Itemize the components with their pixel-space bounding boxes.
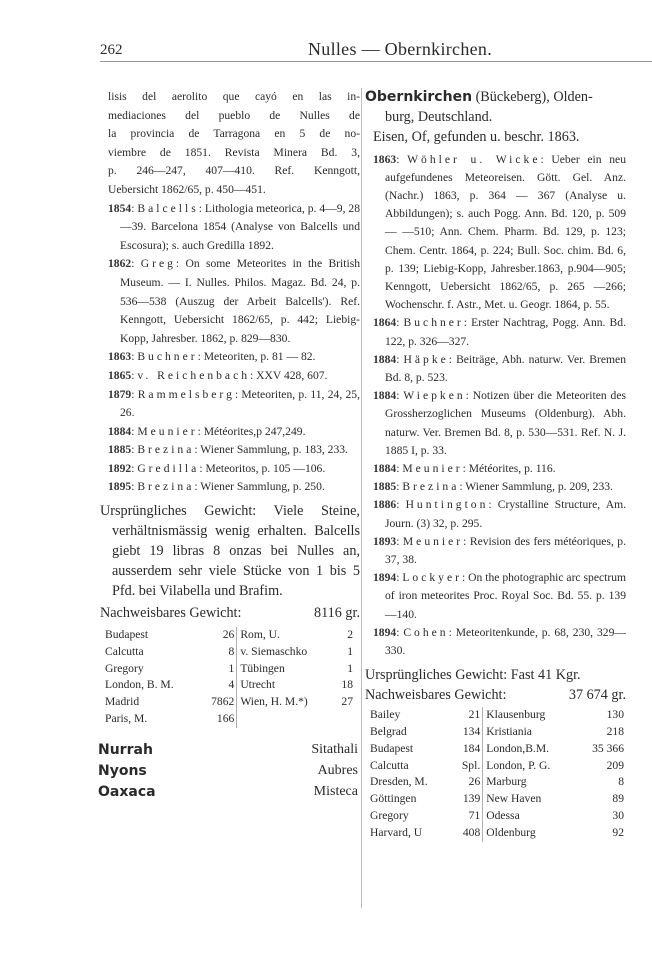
continuation-text: [108, 88, 360, 200]
collection-name: New Haven: [483, 791, 578, 808]
reference-entry: 1884: Meunier: Météorites, p. 116.: [373, 461, 556, 475]
meteorite-title: Obernkirchen: [365, 89, 473, 105]
collection-weight: 184: [462, 741, 481, 755]
collection-name: Harvard, U: [370, 825, 423, 839]
collection-weight: 4: [228, 678, 235, 692]
collection-weight: 139: [462, 792, 481, 806]
collection-row: [103, 694, 355, 711]
collection-name: London,B.M.: [483, 741, 578, 758]
reference-author: Cohen: [403, 625, 449, 639]
collection-weight: 1: [228, 661, 235, 675]
collection-weight: 7862: [211, 695, 235, 709]
reference-year: 1892: [108, 461, 132, 475]
collection-weight: 35 366: [592, 741, 624, 755]
verifiable-weight-value: 37 674 gr.: [568, 687, 626, 704]
running-title: Nulles — Obernkirchen.: [307, 39, 493, 59]
cross-reference: [98, 782, 358, 803]
reference-entry: 1895: Brezina: Wiener Sammlung, p. 250.: [108, 480, 325, 494]
collection-name: Oldenburg: [483, 825, 578, 842]
collection-weight: [334, 711, 355, 728]
reference-entry: 1886: Huntington: Crystalline Structure, Am. Journ. (3) 32, p. 295.: [373, 498, 626, 530]
collection-row: [368, 808, 626, 825]
collections-table: [368, 707, 626, 841]
cross-reference-name: Nyons: [98, 763, 147, 780]
collection-name: Klausenburg: [483, 707, 578, 724]
collection-weight: 8: [618, 775, 624, 789]
reference-year: 1893: [373, 534, 397, 548]
reference-year: 1895: [108, 480, 132, 494]
reference-text: Notizen über die Meteoriten des Grossherzoglichen Museums (Oldenburg). Abh. naturw. Ver. Bremen Bd. 8, p. 530—531. Ref. N. J. 1885 I, p. 33.: [385, 389, 626, 457]
reference-author: Brezina: [137, 443, 195, 457]
reference-author: Gredilla: [137, 461, 200, 475]
collection-weight: 30: [612, 808, 624, 822]
reference-text: Ueber ein neu aufgefundenes Meteoreisen. Gött. Gel. Anz. (Nachr.) 1863, p. 364 — 367 (Analyse u. Abbildungen); s. auch Pogg. Ann. Bd. 120, p. 509— —510; Ann. Chem. Pharm. Bd. 129, p. 123; Chem. Centr. 1864, p. 224; Bull. Soc. chim. Bd. 6, p. 139; Liebig-Kopp, Jahresber.1863, p.904—905; Kenngott, Uebersicht 1862/65, p. 265 —266; Wochenschr. f. Astr., Met. u. Geogr. 1864, p. 55.: [385, 152, 626, 312]
column-divider: [361, 88, 362, 908]
nulles-references: [108, 200, 360, 498]
reference-author: Greg: [140, 257, 176, 271]
collection-row: [368, 741, 626, 758]
cross-reference-target: Aubres: [317, 763, 358, 779]
original-weight: [100, 501, 360, 601]
nulles-continuation: [108, 88, 360, 200]
left-column: [98, 88, 361, 803]
reference-year: 1862: [108, 257, 132, 271]
collection-weight: 218: [606, 724, 624, 738]
original-weight-text: Fast 41 Kgr.: [510, 667, 581, 684]
collection-row: [368, 707, 626, 724]
collections-table: [103, 627, 355, 728]
verifiable-weight: [100, 603, 360, 623]
reference-text: Meteoritenkunde, p. 68, 230, 329—330.: [385, 625, 626, 657]
collection-name: v. Siemaschko: [237, 644, 334, 661]
collection-row: [368, 758, 626, 775]
obernkirchen-references: [373, 151, 626, 661]
collection-weight: 134: [462, 724, 481, 738]
reference-text: Météorites,p 247,249.: [203, 424, 306, 438]
reference-author: Rammelsberg: [137, 387, 235, 401]
reference-text: Meteoriten, p. 11, 24, 25, 26.: [120, 387, 360, 420]
reference-text: Meteoriten, p. 81 — 82.: [203, 350, 316, 364]
collection-weight: 26: [222, 628, 235, 642]
reference-author: Wöhler u. Wicke: [407, 152, 541, 166]
reference-text: Météorites, p. 116.: [468, 461, 556, 475]
reference-year: 1885: [373, 480, 397, 494]
collection-name: Utrecht: [237, 677, 334, 694]
collection-weight: 8: [228, 644, 235, 658]
reference-author: Buchner: [403, 316, 464, 330]
reference-author: v. Reichenbach: [137, 368, 251, 382]
verifiable-weight-value: 8116 gr.: [314, 605, 360, 622]
header-rule: [100, 61, 652, 62]
reference-year: 1894: [373, 571, 397, 585]
collection-name: Belgrad: [370, 724, 407, 738]
reference-text: Beiträge, Abh. naturw. Ver. Bremen Bd. 8, p. 523.: [385, 352, 626, 384]
reference-author: Brezina: [137, 480, 195, 494]
collection-name: Budapest: [370, 741, 414, 755]
collection-name: Marburg: [483, 774, 578, 791]
reference-year: 1854: [108, 201, 132, 215]
collection-name: London, P. G.: [483, 758, 578, 775]
collection-row: [368, 791, 626, 808]
reference-author: Huntington: [405, 498, 489, 512]
reference-year: 1865: [108, 368, 132, 382]
collection-row: [368, 825, 626, 842]
reference-author: Balcells: [137, 201, 199, 215]
verifiable-weight-label: Nachweisbares Gewicht:: [365, 687, 507, 704]
reference-author: Meunier: [137, 424, 198, 438]
reference-entry: 1885: Brezina: Wiener Sammlung, p. 209, 233.: [373, 480, 613, 494]
collection-weight: 18: [341, 678, 353, 692]
continuation-line: p. 246—247, 407—410. Ref. Kenngott,: [108, 164, 360, 178]
collection-weight: 209: [606, 758, 624, 772]
find-info: Eisen, Of, gefunden u. beschr. 1863.: [373, 129, 580, 145]
reference-entry: 1863: Buchner: Meteoriten, p. 81 — 82.: [108, 350, 316, 364]
collection-name: Budapest: [105, 628, 149, 642]
reference-text: Erster Nachtrag, Pogg. Ann. Bd. 122, p. 326—327.: [385, 316, 626, 348]
collection-weight: 89: [612, 792, 624, 806]
reference-entry: 1894: Lockyer: On the photographic arc spectrum of iron meteorites Proc. Royal Soc. Bd. 55. p. 139—140.: [373, 571, 627, 621]
collection-name: Odessa: [483, 808, 578, 825]
reference-year: 1894: [373, 625, 397, 639]
collection-weight: 1: [347, 661, 353, 675]
original-weight: [365, 665, 626, 685]
collection-weight: 2: [347, 628, 353, 642]
reference-entry: 1862: Greg: On some Meteorites in the British Museum. — I. Nulles. Philos. Magaz. Bd. 24, p. 536—538 (Auszug der Arbeit Balcells'). Ref. Kenngott, Uebersicht 1862/65, p. 442; Liebig-Kopp, Jahresber. 1862, p. 829—830.: [108, 257, 361, 345]
reference-text: Wiener Sammlung, p. 183, 233.: [200, 443, 348, 457]
collection-weight: 27: [341, 695, 353, 709]
collection-name: Wien, H. M.*): [237, 694, 334, 711]
collection-name: London, B. M.: [105, 678, 174, 692]
meteorite-subtitle: burg, Deutschland.: [385, 108, 493, 125]
reference-text: Wiener Sammlung, p. 209, 233.: [465, 480, 613, 494]
collection-row: [368, 774, 626, 791]
reference-entry: 1893: Meunier: Revision des fers météoriques, p. 37, 38.: [373, 534, 626, 566]
reference-entry: 1884: Wiepken: Notizen über die Meteoriten des Grossherzoglichen Museums (Oldenburg). Abh. naturw. Ver. Bremen Bd. 8, p. 530—531. Ref. N. J. 1885 I, p. 33.: [373, 389, 626, 457]
reference-author: Meunier: [402, 534, 464, 548]
reference-text: On some Meteorites in the British Museum. — I. Nulles. Philos. Magaz. Bd. 24, p. 536—538 (Auszug der Arbeit Balcells'). Ref. Kenngott, Uebersicht 1862/65, p. 442; Liebig-Kopp, Jahresber. 1862, p. 829—830.: [120, 257, 361, 345]
collection-name: [237, 711, 334, 728]
reference-author: Buchner: [137, 350, 198, 364]
collection-name: Göttingen: [370, 792, 417, 806]
reference-entry: 1884: Meunier: Météorites,p 247,249.: [108, 424, 306, 438]
reference-year: 1864: [373, 316, 397, 330]
collection-row: [103, 644, 355, 661]
reference-author: Lockyer: [402, 571, 462, 585]
cross-reference-target: Misteca: [313, 784, 358, 800]
reference-author: Häpke: [403, 352, 449, 366]
reference-year: 1886: [373, 498, 397, 512]
continuation-line: mediaciones del pueblo de Nulles de: [108, 108, 360, 122]
collection-weight: 408: [462, 825, 481, 839]
collection-weight: 92: [612, 825, 624, 839]
meteorite-heading: [365, 88, 626, 148]
collection-weight: 26: [468, 775, 481, 789]
collection-name: Tübingen: [237, 661, 334, 678]
original-weight-label: Ursprüngliches Gewicht:: [365, 667, 508, 684]
collection-weight: 21: [468, 708, 481, 722]
reference-entry: 1865: v. Reichenbach: XXV 428, 607.: [108, 368, 328, 382]
reference-entry: 1863: Wöhler u. Wicke: Ueber ein neu aufgefundenes Meteoreisen. Gött. Gel. Anz. (Nachr.) 1863, p. 364 — 367 (Analyse u. Abbildungen); s. auch Pogg. Ann. Bd. 120, p. 509— —510; Ann. Chem. Pharm. Bd. 129, p. 123; Chem. Centr. 1864, p. 224; Bull. Soc. chim. Bd. 6, p. 139; Liebig-Kopp, Jahresber.1863, p.904—905; Kenngott, Uebersicht 1862/65, p. 265 —266; Wochenschr. f. Astr., Met. u. Geogr. 1864, p. 55.: [373, 152, 626, 312]
cross-reference-name: Oaxaca: [98, 784, 156, 801]
meteorite-title-rest: (Bückeberg), Olden-: [475, 89, 593, 105]
reference-author: Wiepken: [403, 389, 466, 403]
collection-name: Madrid: [105, 695, 140, 709]
reference-year: 1885: [108, 443, 132, 457]
reference-author: Brezina: [402, 480, 460, 494]
collection-name: Kristiania: [483, 724, 578, 741]
reference-year: 1884: [373, 461, 397, 475]
collection-weight: Spl.: [461, 758, 481, 772]
collection-name: Gregory: [370, 808, 409, 822]
collection-weight: 1: [347, 644, 353, 658]
reference-author: Meunier: [402, 461, 463, 475]
reference-entry: 1879: Rammelsberg: Meteoriten, p. 11, 24, 25, 26.: [108, 387, 360, 420]
collection-row: [103, 677, 355, 694]
collection-name: Dresden, M.: [370, 775, 428, 789]
verifiable-weight: [365, 685, 626, 705]
cross-reference: [98, 740, 358, 761]
right-column: [365, 88, 627, 842]
collection-weight: 71: [468, 808, 481, 822]
collection-weight: 166: [216, 712, 235, 726]
collection-row: [103, 627, 355, 644]
cross-reference-name: Nurrah: [98, 742, 153, 759]
collection-name: Calcutta: [105, 644, 144, 658]
collection-name: Paris, M.: [105, 712, 148, 726]
continuation-line: Uebersicht 1862/65, p. 450—451.: [108, 182, 266, 196]
reference-text: Lithologia meteorica, p. 4—9, 28—39. Barcelona 1854 (Analyse von Balcells und Escosura); s. auch Gredilla 1892.: [120, 201, 361, 252]
collection-row: [368, 724, 626, 741]
reference-text: XXV 428, 607.: [256, 368, 328, 382]
reference-entry: 1854: Balcells: Lithologia meteorica, p. 4—9, 28—39. Barcelona 1854 (Analyse von Balcells und Escosura); s. auch Gredilla 1892.: [108, 201, 361, 252]
collection-name: Bailey: [370, 708, 401, 722]
reference-entry: 1864: Buchner: Erster Nachtrag, Pogg. Ann. Bd. 122, p. 326—327.: [373, 316, 626, 348]
collection-row: [103, 711, 355, 728]
reference-text: Meteoritos, p. 105 —106.: [205, 461, 326, 475]
verifiable-weight-label: Nachweisbares Gewicht:: [100, 605, 242, 622]
reference-text: Crystalline Structure, Am. Journ. (3) 32, p. 295.: [385, 498, 626, 530]
reference-entry: 1892: Gredilla: Meteoritos, p. 105 —106.: [108, 461, 326, 475]
cross-reference-list: [98, 740, 358, 803]
cross-reference: [98, 761, 358, 782]
page-header: [100, 34, 620, 60]
reference-year: 1863: [373, 152, 397, 166]
continuation-line: lisis del aerolito que cayó en las in-: [108, 90, 360, 103]
reference-entry: 1885: Brezina: Wiener Sammlung, p. 183, 233.: [108, 443, 348, 457]
reference-year: 1884: [108, 424, 132, 438]
reference-year: 1879: [108, 387, 132, 401]
page-number: 262: [100, 42, 123, 58]
collection-row: [103, 661, 355, 678]
collection-name: Calcutta: [370, 758, 409, 772]
reference-entry: 1884: Häpke: Beiträge, Abh. naturw. Ver. Bremen Bd. 8, p. 523.: [373, 352, 626, 384]
original-weight-text: Viele Steine, verhältnismässig wenig erhalten. Balcells giebt 19 libras 8 onzas bei Nulles an, ausserdem sehr viele Stücke von 1 bis 5 Pfd. bei Vilabella und Brafim.: [112, 503, 360, 600]
original-weight-label: Ursprüngliches Gewicht:: [100, 503, 257, 520]
cross-reference-target: Sitathali: [311, 742, 358, 758]
continuation-line: la provincia de Tarragona en 5 de no-: [108, 127, 360, 141]
reference-entry: 1894: Cohen: Meteoritenkunde, p. 68, 230, 329—330.: [373, 625, 626, 657]
collection-name: Rom, U.: [237, 627, 334, 644]
reference-year: 1884: [373, 389, 397, 403]
continuation-line: viembre de 1851. Revista Minera Bd. 3,: [108, 145, 360, 159]
heading-line: [365, 88, 626, 108]
reference-text: On the photographic arc spectrum of iron meteorites Proc. Royal Soc. Bd. 55. p. 139—140.: [385, 571, 627, 621]
collection-weight: 130: [606, 708, 624, 722]
reference-year: 1863: [108, 350, 132, 364]
reference-text: Revision des fers météoriques, p. 37, 38.: [385, 534, 626, 566]
collection-name: Gregory: [105, 661, 144, 675]
reference-text: Wiener Sammlung, p. 250.: [200, 480, 325, 494]
reference-year: 1884: [373, 352, 397, 366]
